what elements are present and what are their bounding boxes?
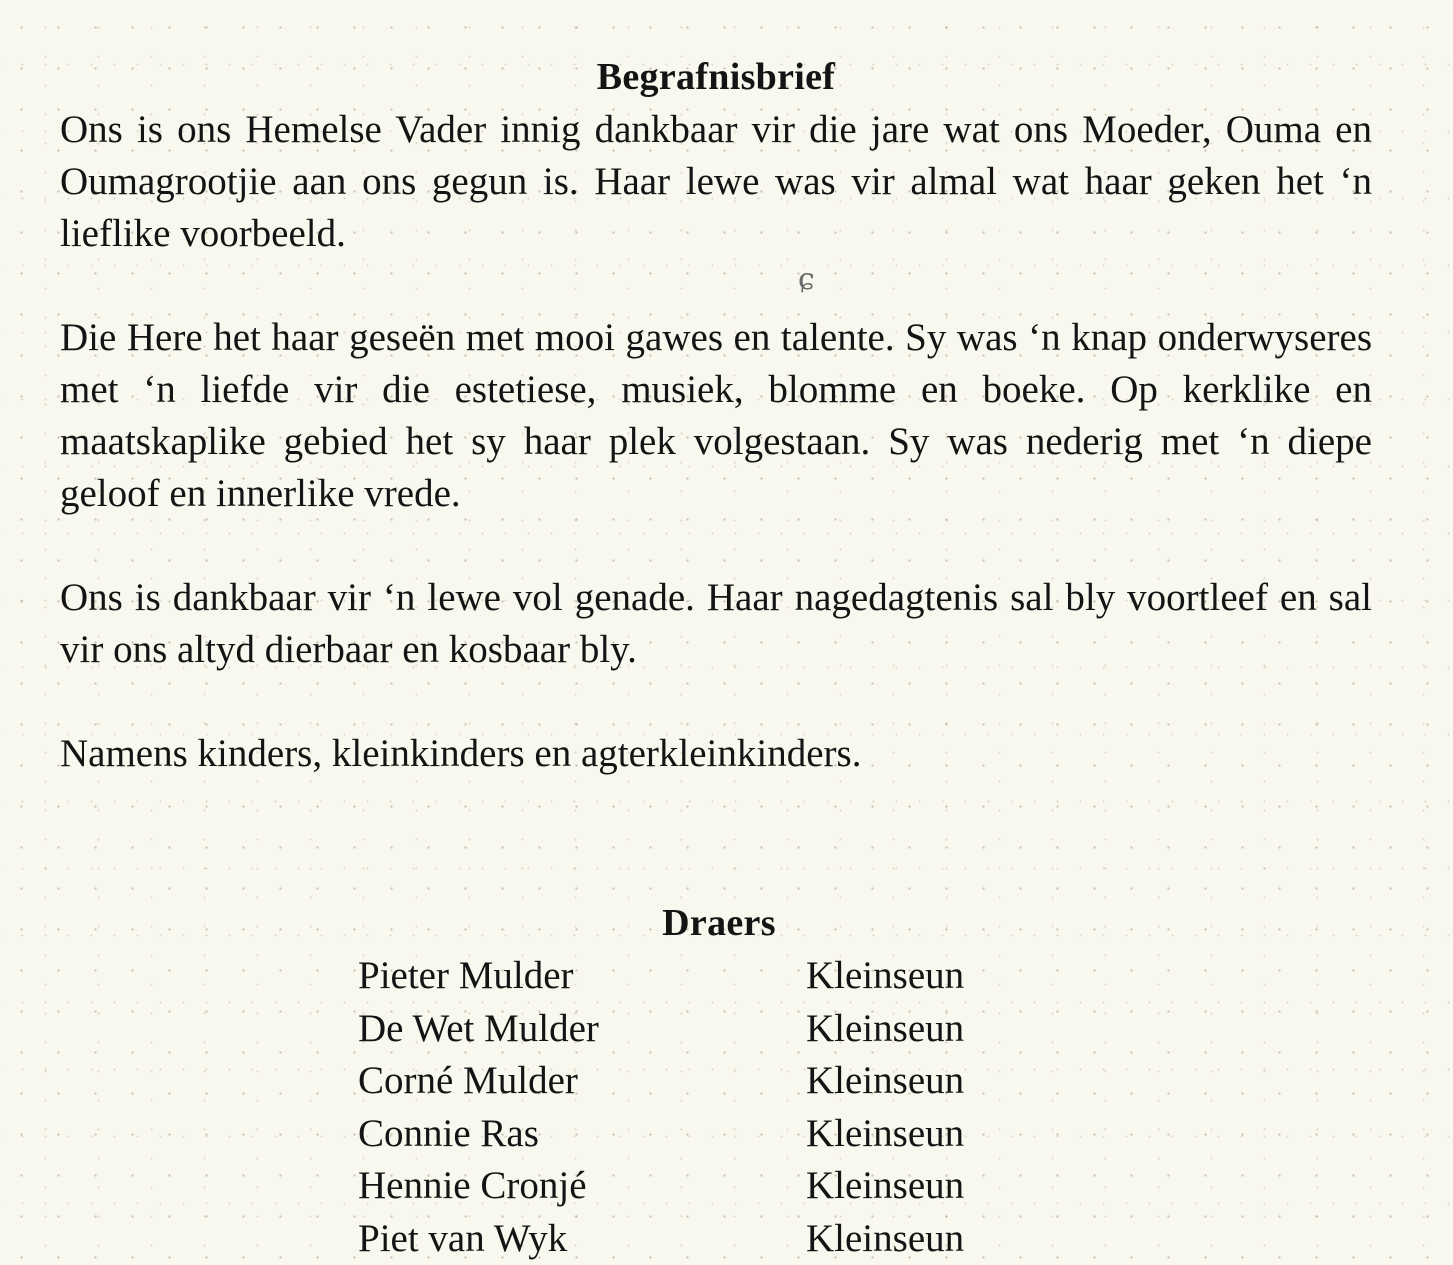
bearer-relation: Kleinseun: [806, 1164, 965, 1207]
paragraph-signoff: Namens kinders, kleinkinders en agterkleinkinders.: [60, 732, 862, 775]
bearer-row: [358, 950, 1058, 1003]
bearer-relation: Kleinseun: [806, 954, 965, 997]
paragraph-grace: Ons is dankbaar vir ‘n lewe vol genade. Haar nagedagtenis sal bly voortleef en sal vir ons altyd dierbaar en kosbaar bly.: [60, 576, 1372, 671]
bearer-name: De Wet Mulder: [358, 1006, 599, 1050]
bearer-row: [358, 1213, 1058, 1265]
bearer-relation: Kleinseun: [806, 1059, 965, 1102]
paragraph-gratitude: Ons is ons Hemelse Vader innig dankbaar vir die jare wat ons Moeder, Ouma en Oumagrootjie aan ons gegun is. Haar lewe was vir almal wat haar geken het ‘n lieflike voorbeeld.: [60, 108, 1372, 255]
pencil-mark-icon: ɕ: [798, 262, 815, 297]
paragraph-spacer: [60, 520, 1372, 572]
letter-title: Begrafnisbrief: [596, 56, 836, 98]
bearer-name: Hennie Cronjé: [358, 1164, 587, 1207]
handwritten-mark: [60, 260, 1372, 312]
bearer-name: Pieter Mulder: [358, 954, 574, 997]
funeral-letter: [60, 52, 1372, 1265]
paragraph-spacer: [60, 676, 1372, 728]
bearer-name: Connie Ras: [358, 1111, 539, 1155]
bearer-row: [358, 1003, 1058, 1056]
bearer-relation: Kleinseun: [806, 1216, 965, 1260]
bearers-list: [358, 950, 1058, 1265]
bearer-row: [358, 1055, 1058, 1108]
bearer-row: [358, 1108, 1058, 1161]
paragraph-talents: Die Here het haar geseën met mooi gawes en talente. Sy was ‘n knap onderwyseres met ‘n liefde vir die estetiese, musiek, blomme en boeke. Op kerklike en maatskaplike gebied het sy haar plek volgestaan. Sy was nederig met ‘n diepe geloof en innerlike vrede.: [60, 316, 1372, 515]
bearer-row: [358, 1160, 1058, 1213]
bearers-heading: Draers: [662, 902, 776, 944]
bearer-name: Piet van Wyk: [358, 1216, 568, 1260]
bearer-relation: Kleinseun: [806, 1111, 965, 1155]
section-spacer: [60, 780, 1372, 898]
bearer-relation: Kleinseun: [806, 1006, 965, 1050]
bearer-name: Corné Mulder: [358, 1059, 578, 1102]
